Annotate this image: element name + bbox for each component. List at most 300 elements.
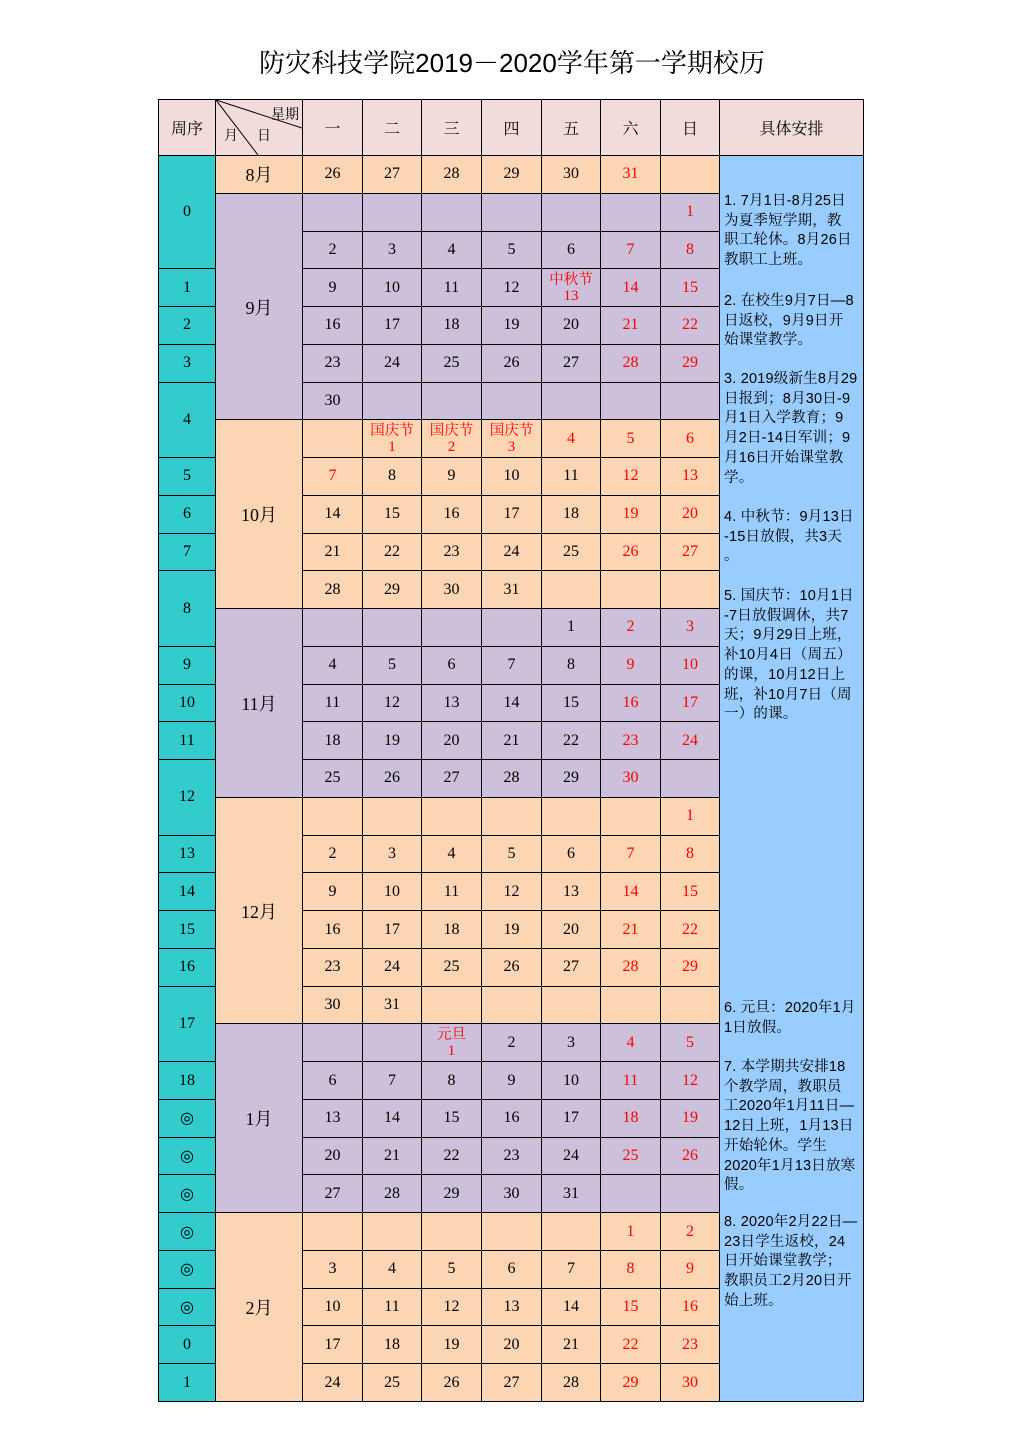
day-cell: 29 — [661, 949, 719, 986]
note-line: 1. 7月1日-8月25日 — [724, 193, 846, 209]
day-cell: 5 — [482, 232, 541, 269]
day-cell: 22 — [661, 307, 719, 344]
holiday-name: 国庆节 — [429, 422, 474, 439]
week-number-cell: 4 — [159, 383, 215, 458]
note-line: 2020年1月13日放寒 — [724, 1157, 856, 1174]
week-number-cell: 2 — [159, 307, 215, 344]
day-cell: 11 — [542, 458, 600, 495]
day-cell: 3 — [363, 836, 421, 873]
notes-column — [720, 156, 863, 1401]
note-line: -15日放假，共3天 — [724, 528, 843, 545]
day-cell — [661, 383, 719, 420]
day-cell: 20 — [422, 722, 481, 759]
day-cell: 26 — [363, 760, 421, 797]
week-number-cell: ◎ — [159, 1138, 215, 1175]
day-cell: 22 — [363, 534, 421, 571]
day-cell: 24 — [303, 1364, 362, 1401]
day-cell: 16 — [601, 685, 660, 722]
day-cell: 24 — [363, 345, 421, 382]
week-number-cell: 7 — [159, 534, 215, 571]
day-cell: 23 — [422, 534, 481, 571]
week-number-cell: 13 — [159, 836, 215, 873]
day-cell: 24 — [482, 534, 541, 571]
day-cell — [601, 571, 660, 608]
day-cell: 20 — [542, 911, 600, 948]
day-cell: 7 — [542, 1251, 600, 1288]
day-cell — [482, 987, 541, 1024]
day-cell: 18 — [422, 911, 481, 948]
day-cell: 19 — [661, 1100, 719, 1137]
note-line: 开始轮休。学生 — [724, 1137, 827, 1154]
day-cell: 5 — [422, 1251, 481, 1288]
note-item — [724, 587, 854, 725]
page-title: 防灾科技学院2019－2020学年第一学期校历 — [259, 48, 765, 78]
day-cell: 3 — [303, 1251, 362, 1288]
day-cell: 8 — [661, 232, 719, 269]
note-line: 月2日-14日军训；9 — [724, 430, 851, 447]
day-cell: 16 — [303, 911, 362, 948]
day-cell: 28 — [363, 1175, 421, 1212]
day-cell: 25 — [422, 345, 481, 382]
note-line: 学。 — [724, 469, 754, 486]
day-cell: 18 — [422, 307, 481, 344]
day-cell: 4 — [422, 836, 481, 873]
day-cell: 5 — [601, 420, 660, 457]
day-cell: 23 — [303, 949, 362, 986]
note-line: 7. 本学期共安排18 — [724, 1059, 846, 1075]
day-cell: 19 — [422, 1326, 481, 1363]
day-cell — [482, 798, 541, 835]
day-cell: 15 — [661, 269, 719, 306]
day-cell — [482, 1213, 541, 1250]
note-line: 6. 元旦：2020年1月 — [724, 1000, 856, 1016]
day-cell: 7 — [363, 1062, 421, 1099]
day-cell: 27 — [542, 949, 600, 986]
day-cell — [363, 194, 421, 231]
day-cell: 14 — [482, 685, 541, 722]
week-number-cell: ◎ — [159, 1251, 215, 1288]
week-number-cell: 1 — [159, 269, 215, 306]
day-cell: 29 — [363, 571, 421, 608]
day-cell — [601, 1175, 660, 1212]
day-cell: 28 — [482, 760, 541, 797]
day-cell: 5 — [363, 647, 421, 684]
holiday-name: 国庆节 — [370, 422, 414, 439]
holiday-name: 元旦 — [437, 1026, 466, 1043]
day-cell — [542, 987, 600, 1024]
day-cell: 2 — [303, 232, 362, 269]
day-cell: 6 — [542, 836, 600, 873]
day-cell: 17 — [363, 307, 421, 344]
day-cell — [542, 798, 600, 835]
day-cell: 26 — [482, 949, 541, 986]
day-cell — [422, 987, 481, 1024]
day-cell: 28 — [601, 345, 660, 382]
day-cell: 1 — [542, 609, 600, 646]
day-cell: 31 — [542, 1175, 600, 1212]
holiday-day-cell — [422, 420, 481, 457]
day-cell: 19 — [482, 307, 541, 344]
day-cell: 12 — [422, 1289, 481, 1326]
day-cell: 1 — [601, 1213, 660, 1250]
day-cell: 9 — [601, 647, 660, 684]
month-cell: 8月 — [216, 156, 302, 193]
day-cell: 9 — [422, 458, 481, 495]
day-cell: 13 — [303, 1100, 362, 1137]
day-cell: 22 — [601, 1326, 660, 1363]
day-cell: 4 — [601, 1024, 660, 1061]
note-item — [724, 999, 856, 1038]
day-cell: 7 — [303, 458, 362, 495]
day-cell: 14 — [303, 496, 362, 533]
day-cell: 10 — [482, 458, 541, 495]
note-line: 日返校，9月9日开 — [724, 312, 844, 329]
day-cell — [363, 1024, 421, 1061]
day-cell: 11 — [601, 1062, 660, 1099]
day-cell: 8 — [661, 836, 719, 873]
holiday-day-cell — [542, 269, 600, 306]
day-cell: 25 — [363, 1364, 421, 1401]
day-cell: 30 — [303, 987, 362, 1024]
weekday-header-tue: 二 — [363, 100, 421, 155]
day-cell: 20 — [661, 496, 719, 533]
day-cell: 16 — [422, 496, 481, 533]
day-cell: 9 — [303, 269, 362, 306]
day-cell: 4 — [422, 232, 481, 269]
day-cell: 27 — [542, 345, 600, 382]
month-cell: 12月 — [216, 798, 302, 1024]
day-cell: 7 — [482, 647, 541, 684]
day-cell: 10 — [661, 647, 719, 684]
holiday-day-number: 2 — [447, 438, 456, 455]
week-number-cell: 0 — [159, 156, 215, 268]
note-line: 日开始课堂教学； — [724, 1253, 842, 1270]
day-cell: 23 — [482, 1138, 541, 1175]
week-number-cell: 10 — [159, 685, 215, 722]
day-cell: 8 — [542, 647, 600, 684]
day-cell — [542, 571, 600, 608]
day-cell — [422, 194, 481, 231]
day-cell — [661, 760, 719, 797]
day-cell: 10 — [363, 269, 421, 306]
day-cell: 30 — [303, 383, 362, 420]
day-cell: 18 — [363, 1326, 421, 1363]
day-cell — [542, 1213, 600, 1250]
week-number-cell: 6 — [159, 496, 215, 533]
day-cell — [303, 420, 362, 457]
day-cell: 3 — [363, 232, 421, 269]
month-cell: 11月 — [216, 609, 302, 797]
day-cell: 21 — [601, 307, 660, 344]
day-cell: 13 — [422, 685, 481, 722]
day-cell: 28 — [422, 156, 481, 193]
calendar-table — [158, 99, 864, 1402]
day-cell: 28 — [303, 571, 362, 608]
day-cell — [661, 987, 719, 1024]
day-cell: 12 — [661, 1062, 719, 1099]
note-line: 假。 — [724, 1177, 754, 1194]
day-cell: 30 — [482, 1175, 541, 1212]
day-cell: 30 — [661, 1364, 719, 1401]
week-number-cell: ◎ — [159, 1175, 215, 1212]
week-number-cell: 5 — [159, 458, 215, 495]
day-cell: 26 — [661, 1138, 719, 1175]
day-cell: 12 — [363, 685, 421, 722]
day-cell: 31 — [363, 987, 421, 1024]
weekday-header-mon: 一 — [303, 100, 362, 155]
day-cell: 8 — [363, 458, 421, 495]
day-cell: 18 — [303, 722, 362, 759]
day-cell: 23 — [303, 345, 362, 382]
note-line: 12日上班，1月13日 — [724, 1118, 854, 1135]
day-cell: 25 — [542, 534, 600, 571]
day-cell: 4 — [542, 420, 600, 457]
day-cell: 30 — [422, 571, 481, 608]
day-cell — [303, 609, 362, 646]
note-line: 教职工上班。 — [724, 252, 813, 269]
day-cell — [303, 1024, 362, 1061]
week-number-cell: 12 — [159, 760, 215, 835]
note-line: 班，补10月7日（周 — [724, 686, 852, 703]
day-cell: 22 — [661, 911, 719, 948]
note-line: 个教学周，教职员 — [724, 1078, 842, 1095]
day-cell — [363, 609, 421, 646]
holiday-day-cell — [422, 1024, 481, 1061]
day-cell: 13 — [542, 873, 600, 910]
note-line: 始课堂教学。 — [724, 332, 813, 349]
day-cell: 20 — [303, 1138, 362, 1175]
day-cell — [303, 798, 362, 835]
note-line: 2. 在校生9月7日—8 — [724, 293, 854, 309]
note-line: 工2020年1月11日— — [724, 1098, 855, 1115]
day-cell: 4 — [303, 647, 362, 684]
note-line: 教职员工2月20日开 — [724, 1273, 852, 1290]
day-cell — [303, 194, 362, 231]
week-number-cell: 15 — [159, 911, 215, 948]
week-number-cell: 18 — [159, 1062, 215, 1099]
day-cell: 14 — [601, 269, 660, 306]
day-cell: 19 — [363, 722, 421, 759]
note-line: 5. 国庆节：10月1日 — [724, 588, 854, 604]
day-cell: 21 — [482, 722, 541, 759]
day-cell: 6 — [542, 232, 600, 269]
note-line: 。 — [724, 548, 739, 565]
day-cell: 9 — [661, 1251, 719, 1288]
note-line: -7日放假调休，共7 — [724, 607, 849, 624]
day-cell — [482, 383, 541, 420]
day-cell: 11 — [303, 685, 362, 722]
day-cell — [601, 383, 660, 420]
day-cell: 15 — [363, 496, 421, 533]
day-cell: 27 — [363, 156, 421, 193]
note-line: 天；9月29日上班， — [724, 627, 852, 644]
weekday-header-wed: 三 — [422, 100, 481, 155]
day-cell: 8 — [601, 1251, 660, 1288]
day-cell — [422, 798, 481, 835]
holiday-day-number: 3 — [507, 438, 516, 455]
weekday-header-sun: 日 — [661, 100, 719, 155]
day-cell — [363, 383, 421, 420]
day-cell: 20 — [542, 307, 600, 344]
weekday-header-thu: 四 — [482, 100, 541, 155]
day-cell: 2 — [601, 609, 660, 646]
day-cell: 12 — [482, 873, 541, 910]
day-cell: 7 — [601, 232, 660, 269]
weekday-header-fri: 五 — [542, 100, 600, 155]
day-cell: 30 — [601, 760, 660, 797]
day-cell: 26 — [482, 345, 541, 382]
day-cell: 19 — [601, 496, 660, 533]
note-line: 日报到；8月30日-9 — [724, 390, 851, 407]
week-number-cell: 1 — [159, 1364, 215, 1401]
notes-header: 具体安排 — [720, 100, 863, 155]
note-line: 职工轮休。8月26日 — [724, 232, 852, 249]
note-line: 23日学生返校，24 — [724, 1233, 846, 1250]
weekday-header-sat: 六 — [601, 100, 660, 155]
day-cell: 14 — [601, 873, 660, 910]
month-cell: 9月 — [216, 194, 302, 420]
day-cell: 21 — [601, 911, 660, 948]
day-cell — [601, 194, 660, 231]
day-cell: 23 — [601, 722, 660, 759]
holiday-day-number: 1 — [388, 438, 396, 455]
day-cell: 28 — [601, 949, 660, 986]
day-cell: 26 — [601, 534, 660, 571]
note-line: 月16日开始课堂教 — [724, 449, 844, 466]
day-cell: 14 — [542, 1289, 600, 1326]
day-cell: 27 — [303, 1175, 362, 1212]
week-number-cell: 0 — [159, 1326, 215, 1363]
holiday-name: 国庆节 — [489, 422, 534, 439]
day-cell — [601, 798, 660, 835]
day-cell: 24 — [542, 1138, 600, 1175]
day-cell: 15 — [601, 1289, 660, 1326]
day-cell: 27 — [422, 760, 481, 797]
day-cell: 28 — [542, 1364, 600, 1401]
day-cell: 8 — [422, 1062, 481, 1099]
note-line: 月1日入学教育；9 — [724, 410, 844, 427]
note-item — [724, 1213, 857, 1312]
day-cell: 17 — [542, 1100, 600, 1137]
day-cell — [363, 1213, 421, 1250]
week-number-cell: 11 — [159, 722, 215, 759]
day-cell: 30 — [542, 156, 600, 193]
week-number-cell: ◎ — [159, 1289, 215, 1326]
week-number-cell: ◎ — [159, 1100, 215, 1137]
note-item — [724, 192, 852, 271]
day-cell: 12 — [482, 269, 541, 306]
week-number-cell: 17 — [159, 987, 215, 1062]
day-cell: 17 — [303, 1326, 362, 1363]
day-cell: 26 — [303, 156, 362, 193]
day-cell: 31 — [482, 571, 541, 608]
day-cell: 31 — [601, 156, 660, 193]
day-cell: 17 — [363, 911, 421, 948]
day-cell: 26 — [422, 1364, 481, 1401]
corner-month-label: 月 — [224, 127, 238, 143]
month-day-corner-header — [216, 100, 302, 155]
note-line: 始上班。 — [724, 1292, 783, 1309]
day-cell: 3 — [661, 609, 719, 646]
day-cell: 6 — [422, 647, 481, 684]
day-cell — [422, 383, 481, 420]
note-item — [724, 370, 857, 488]
day-cell: 19 — [482, 911, 541, 948]
day-cell: 2 — [482, 1024, 541, 1061]
day-cell: 1 — [661, 194, 719, 231]
holiday-day-number: 13 — [563, 287, 579, 304]
month-cell: 2月 — [216, 1213, 302, 1401]
day-cell — [542, 383, 600, 420]
holiday-day-cell — [363, 420, 421, 457]
day-cell: 5 — [661, 1024, 719, 1061]
day-cell: 23 — [661, 1326, 719, 1363]
day-cell: 9 — [303, 873, 362, 910]
day-cell: 5 — [482, 836, 541, 873]
note-line: 为夏季短学期，教 — [724, 212, 842, 229]
day-cell — [422, 609, 481, 646]
day-cell: 1 — [661, 798, 719, 835]
note-line: 一）的课。 — [724, 706, 798, 723]
day-cell: 17 — [482, 496, 541, 533]
day-cell: 10 — [363, 873, 421, 910]
day-cell: 16 — [303, 307, 362, 344]
day-cell: 18 — [601, 1100, 660, 1137]
day-cell: 12 — [601, 458, 660, 495]
note-line: 4. 中秋节：9月13日 — [724, 509, 854, 525]
day-cell: 7 — [601, 836, 660, 873]
month-cell: 10月 — [216, 420, 302, 608]
day-cell: 17 — [661, 685, 719, 722]
week-number-cell: 3 — [159, 345, 215, 382]
week-number-cell: 14 — [159, 873, 215, 910]
note-item — [724, 1058, 855, 1196]
day-cell — [482, 609, 541, 646]
day-cell: 11 — [422, 873, 481, 910]
day-cell: 11 — [363, 1289, 421, 1326]
day-cell: 24 — [661, 722, 719, 759]
month-cell: 1月 — [216, 1024, 302, 1212]
day-cell: 16 — [482, 1100, 541, 1137]
day-cell: 10 — [303, 1289, 362, 1326]
day-cell: 29 — [542, 760, 600, 797]
day-cell: 16 — [661, 1289, 719, 1326]
day-cell: 9 — [482, 1062, 541, 1099]
day-cell: 14 — [363, 1100, 421, 1137]
day-cell: 13 — [482, 1289, 541, 1326]
day-cell: 6 — [482, 1251, 541, 1288]
day-cell — [661, 571, 719, 608]
day-cell: 21 — [303, 534, 362, 571]
day-cell: 22 — [542, 722, 600, 759]
day-cell: 25 — [303, 760, 362, 797]
week-number-cell: 9 — [159, 647, 215, 684]
day-cell: 2 — [661, 1213, 719, 1250]
note-item — [724, 508, 854, 567]
day-cell: 6 — [661, 420, 719, 457]
day-cell — [482, 194, 541, 231]
day-cell: 29 — [601, 1364, 660, 1401]
day-cell: 15 — [542, 685, 600, 722]
note-line: 8. 2020年2月22日— — [724, 1214, 858, 1230]
day-cell: 15 — [422, 1100, 481, 1137]
corner-day-label: 日 — [257, 127, 271, 143]
day-cell: 21 — [363, 1138, 421, 1175]
note-line: 3. 2019级新生8月29 — [724, 371, 858, 387]
week-number-cell: 8 — [159, 571, 215, 646]
day-cell: 27 — [661, 534, 719, 571]
day-cell — [661, 156, 719, 193]
